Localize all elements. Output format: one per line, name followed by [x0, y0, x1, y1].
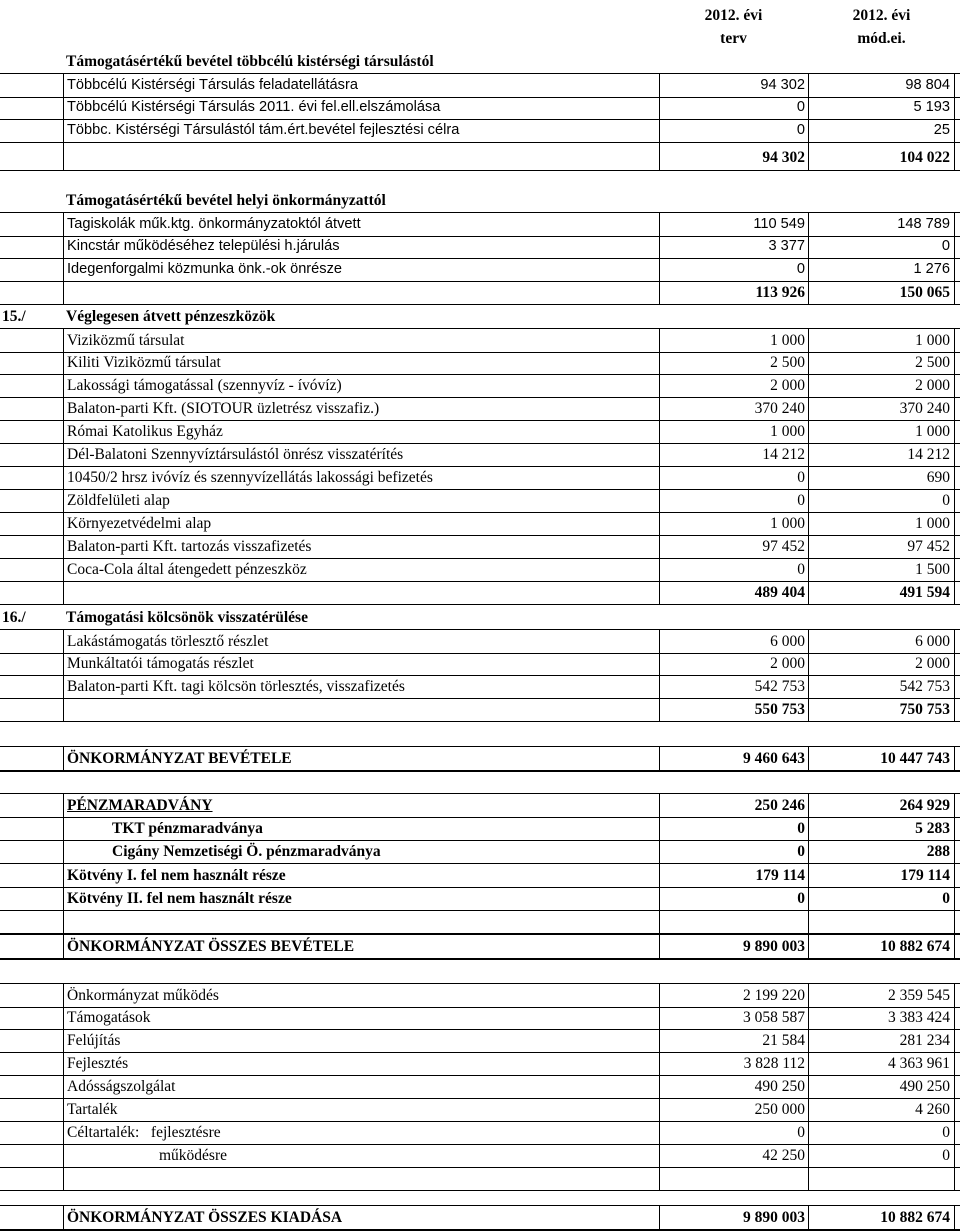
col-plan-label: terv — [720, 30, 747, 47]
table-row — [0, 73, 960, 98]
plan-value: 0 — [659, 887, 808, 910]
modified-value: 0 — [808, 887, 955, 910]
row-label: Kötvény I. fel nem használt része — [63, 864, 659, 887]
plan-value: 3 058 587 — [659, 1006, 808, 1029]
section-heading-row — [0, 189, 960, 212]
plan-value: 2 000 — [659, 652, 808, 675]
modified-value: 750 753 — [808, 698, 955, 721]
row-label: Többc. Kistérségi Társulástól tám.ért.bevétel fejlesztési célra — [63, 119, 659, 142]
table-row — [0, 258, 960, 282]
plan-value: 1 000 — [659, 329, 808, 352]
row-label: Munkáltatói támogatás részlet — [63, 652, 659, 675]
modified-value: 10 882 674 — [808, 1206, 955, 1229]
modified-value: 4 260 — [808, 1098, 955, 1121]
table-row — [0, 535, 960, 559]
row-label: Többcélú Kistérségi Társulás feladatellátásra — [63, 74, 659, 97]
table-row — [0, 212, 960, 237]
modified-value: 5 283 — [808, 817, 955, 840]
column-header-line1 — [0, 4, 960, 27]
table-row — [0, 119, 960, 143]
subtotal-row — [0, 281, 960, 305]
modified-value: 1 000 — [808, 420, 955, 443]
section-number: 16./ — [2, 609, 26, 626]
row-label: Lakástámogatás törlesztő részlet — [63, 630, 659, 653]
plan-value: 6 000 — [659, 630, 808, 653]
plan-value — [659, 189, 808, 212]
modified-value — [808, 50, 955, 73]
modified-value — [808, 606, 955, 629]
modified-value: 4 363 961 — [808, 1052, 955, 1075]
modified-value — [808, 189, 955, 212]
plan-value: 9 890 003 — [659, 935, 808, 958]
row-label — [63, 698, 659, 721]
row-label: 10450/2 hrsz ivóvíz és szennyvízellátás lakossági befizetés — [63, 466, 659, 489]
row-label: Római Katolikus Egyház — [63, 420, 659, 443]
row-label: Tagiskolák műk.ktg. önkormányzatoktól átvett — [63, 213, 659, 236]
modified-value: 2 500 — [808, 351, 955, 374]
modified-value: 179 114 — [808, 864, 955, 887]
row-label — [63, 142, 659, 170]
modified-value: 370 240 — [808, 397, 955, 420]
modified-value: 10 882 674 — [808, 935, 955, 958]
plan-value: 0 — [659, 258, 808, 281]
row-label: Kincstár működéséhez települési h.járulás — [63, 235, 659, 258]
table-row — [0, 1029, 960, 1053]
row-label: Tartalék — [63, 1098, 659, 1121]
grand-total-row — [0, 746, 960, 772]
plan-value: 97 452 — [659, 535, 808, 558]
row-label: Fejlesztés — [63, 1052, 659, 1075]
table-row — [0, 817, 960, 841]
row-label — [63, 281, 659, 304]
table-row — [0, 351, 960, 375]
section-heading-row — [0, 606, 960, 629]
row-label: Zöldfelületi alap — [63, 489, 659, 512]
plan-value — [659, 910, 808, 933]
table-row — [0, 1075, 960, 1099]
grand-total-row — [0, 934, 960, 960]
grand-total-row — [0, 1205, 960, 1231]
modified-value: 491 594 — [808, 581, 955, 604]
table-row — [0, 1098, 960, 1122]
row-label: TKT pénzmaradványa — [63, 817, 659, 840]
col-modified-year: 2012. évi — [852, 7, 911, 24]
modified-value: 2 000 — [808, 374, 955, 397]
table-row — [0, 397, 960, 421]
modified-value: 3 383 424 — [808, 1006, 955, 1029]
modified-value: 150 065 — [808, 281, 955, 304]
modified-value — [808, 305, 955, 328]
plan-value: 0 — [659, 119, 808, 142]
table-row — [0, 466, 960, 490]
table-row — [0, 1121, 960, 1145]
modified-value: 490 250 — [808, 1075, 955, 1098]
plan-value: 2 000 — [659, 374, 808, 397]
row-label: Céltartalék: fejlesztésre — [63, 1121, 659, 1144]
col-modified-label: mód.ei. — [857, 30, 906, 47]
modified-value: 10 447 743 — [808, 747, 955, 770]
plan-value: 94 302 — [659, 142, 808, 170]
row-label: Önkormányzat működés — [63, 984, 659, 1007]
plan-value: 2 199 220 — [659, 984, 808, 1007]
section-title: Támogatásértékű bevétel helyi önkormányzattól — [66, 192, 386, 209]
table-row — [0, 512, 960, 536]
modified-value: 14 212 — [808, 443, 955, 466]
modified-value: 1 276 — [808, 258, 955, 281]
plan-value: 542 753 — [659, 675, 808, 698]
row-label: Cigány Nemzetiségi Ö. pénzmaradványa — [63, 840, 659, 863]
plan-value: 9 460 643 — [659, 747, 808, 770]
plan-value — [659, 305, 808, 328]
modified-value: 97 452 — [808, 535, 955, 558]
section-heading-row — [0, 50, 960, 73]
plan-value: 179 114 — [659, 864, 808, 887]
row-label: Viziközmű társulat — [63, 329, 659, 352]
modified-value: 0 — [808, 235, 955, 258]
plan-value: 250 246 — [659, 794, 808, 817]
modified-value: 5 193 — [808, 96, 955, 119]
modified-value: 104 022 — [808, 142, 955, 170]
table-row — [0, 840, 960, 864]
modified-value: 6 000 — [808, 630, 955, 653]
table-row — [0, 910, 960, 934]
plan-value: 3 828 112 — [659, 1052, 808, 1075]
plan-value: 113 926 — [659, 281, 808, 304]
subtotal-row — [0, 142, 960, 171]
section-title: Támogatási kölcsönök visszatérülése — [66, 609, 308, 626]
modified-value: 690 — [808, 466, 955, 489]
table-row — [0, 235, 960, 259]
col-plan-year: 2012. évi — [704, 7, 763, 24]
table-row — [0, 887, 960, 911]
plan-value: 550 753 — [659, 698, 808, 721]
row-label: PÉNZMARADVÁNY — [63, 794, 659, 817]
row-label: Lakossági támogatással (szennyvíz - ívóvíz) — [63, 374, 659, 397]
plan-value: 9 890 003 — [659, 1206, 808, 1229]
plan-value: 0 — [659, 817, 808, 840]
table-row — [0, 489, 960, 513]
plan-value: 489 404 — [659, 581, 808, 604]
column-header-line2 — [0, 27, 960, 50]
plan-value: 0 — [659, 558, 808, 581]
row-label: Coca-Cola által átengedett pénzeszköz — [63, 558, 659, 581]
table-row — [0, 983, 960, 1008]
plan-value: 370 240 — [659, 397, 808, 420]
row-label: Balaton-parti Kft. (SIOTOUR üzletrész visszafiz.) — [63, 397, 659, 420]
plan-value: 1 000 — [659, 420, 808, 443]
plan-value: 250 000 — [659, 1098, 808, 1121]
modified-value: 25 — [808, 119, 955, 142]
plan-value: 42 250 — [659, 1144, 808, 1167]
plan-value: 110 549 — [659, 213, 808, 236]
table-row — [0, 96, 960, 120]
plan-value: 1 000 — [659, 512, 808, 535]
row-label: Környezetvédelmi alap — [63, 512, 659, 535]
table-row — [0, 558, 960, 582]
section-title: Véglegesen átvett pénzeszközök — [66, 308, 276, 325]
row-label — [63, 1167, 659, 1190]
table-row — [0, 675, 960, 699]
modified-value: 2 000 — [808, 652, 955, 675]
modified-value: 288 — [808, 840, 955, 863]
modified-value — [808, 910, 955, 933]
section-heading-row — [0, 305, 960, 328]
plan-value: 0 — [659, 466, 808, 489]
table-row — [0, 1052, 960, 1076]
modified-value: 542 753 — [808, 675, 955, 698]
plan-value — [659, 50, 808, 73]
row-label: Adósságszolgálat — [63, 1075, 659, 1098]
row-label: ÖNKORMÁNYZAT ÖSSZES KIADÁSA — [63, 1206, 659, 1229]
row-label: ÖNKORMÁNYZAT BEVÉTELE — [63, 747, 659, 770]
row-label: Felújítás — [63, 1029, 659, 1052]
section-title: Támogatásértékű bevétel többcélú kistérségi társulástól — [66, 53, 434, 70]
table-row — [0, 1167, 960, 1191]
row-label: Dél-Balatoni Szennyvíztársulástól önrész visszatérítés — [63, 443, 659, 466]
table-row — [0, 793, 960, 818]
row-label: ÖNKORMÁNYZAT ÖSSZES BEVÉTELE — [63, 935, 659, 958]
row-label: Balaton-parti Kft. tagi kölcsön törlesztés, visszafizetés — [63, 675, 659, 698]
modified-value: 98 804 — [808, 74, 955, 97]
plan-value: 0 — [659, 840, 808, 863]
row-label: Kötvény II. fel nem használt része — [63, 887, 659, 910]
row-label — [63, 910, 659, 933]
table-row — [0, 1006, 960, 1030]
plan-value — [659, 1167, 808, 1190]
modified-value: 1 000 — [808, 512, 955, 535]
subtotal-row — [0, 698, 960, 722]
plan-value: 0 — [659, 1121, 808, 1144]
row-label — [63, 581, 659, 604]
plan-value — [659, 606, 808, 629]
modified-value: 1 500 — [808, 558, 955, 581]
plan-value: 94 302 — [659, 74, 808, 97]
table-row — [0, 443, 960, 467]
row-label: Kiliti Viziközmű társulat — [63, 351, 659, 374]
subtotal-row — [0, 581, 960, 605]
plan-value: 3 377 — [659, 235, 808, 258]
row-label: Támogatások — [63, 1006, 659, 1029]
table-row — [0, 629, 960, 654]
plan-value: 490 250 — [659, 1075, 808, 1098]
section-number: 15./ — [2, 308, 26, 325]
modified-value: 2 359 545 — [808, 984, 955, 1007]
modified-value: 0 — [808, 1121, 955, 1144]
table-row — [0, 1144, 960, 1168]
plan-value: 2 500 — [659, 351, 808, 374]
table-row — [0, 652, 960, 676]
plan-value: 21 584 — [659, 1029, 808, 1052]
plan-value: 0 — [659, 96, 808, 119]
modified-value — [808, 1167, 955, 1190]
row-label: Balaton-parti Kft. tartozás visszafizetés — [63, 535, 659, 558]
plan-value: 0 — [659, 489, 808, 512]
row-label: működésre — [63, 1144, 659, 1167]
modified-value: 148 789 — [808, 213, 955, 236]
modified-value: 0 — [808, 489, 955, 512]
modified-value: 281 234 — [808, 1029, 955, 1052]
table-row — [0, 420, 960, 444]
plan-value: 14 212 — [659, 443, 808, 466]
modified-value: 264 929 — [808, 794, 955, 817]
modified-value: 1 000 — [808, 329, 955, 352]
row-label: Többcélú Kistérségi Társulás 2011. évi fel.ell.elszámolása — [63, 96, 659, 119]
table-row — [0, 864, 960, 888]
row-label: Idegenforgalmi közmunka önk.-ok önrésze — [63, 258, 659, 281]
table-row — [0, 374, 960, 398]
table-row — [0, 328, 960, 353]
modified-value: 0 — [808, 1144, 955, 1167]
